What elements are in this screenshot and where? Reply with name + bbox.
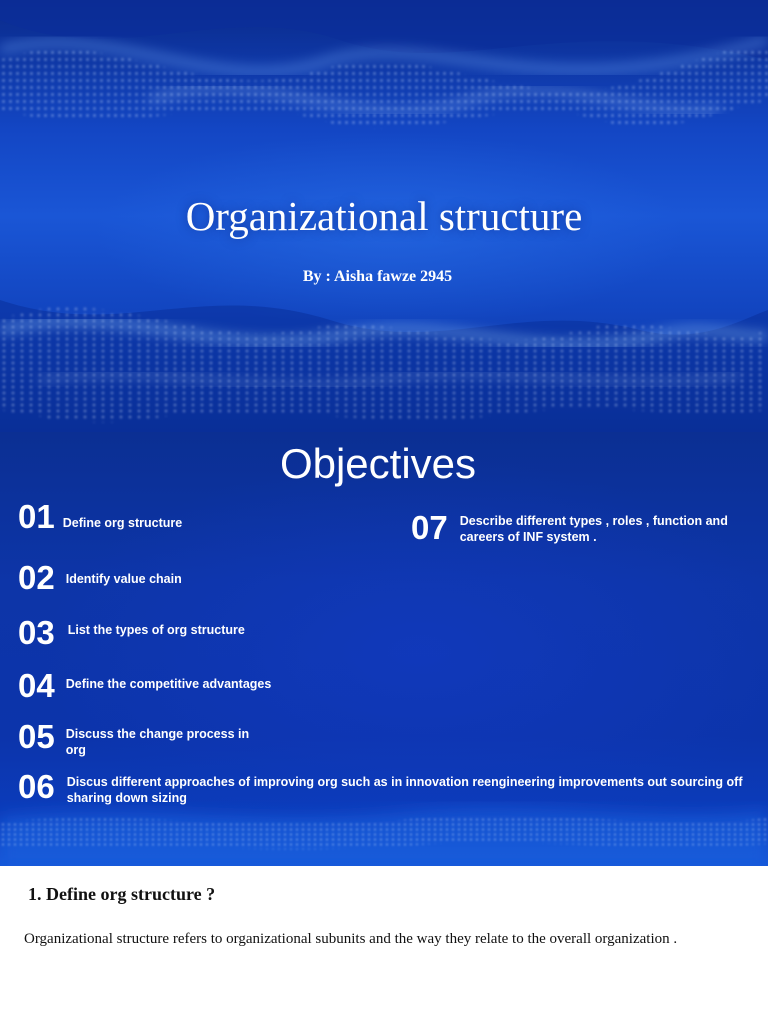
objective-item-03 bbox=[18, 616, 368, 650]
objective-number: 04 bbox=[18, 667, 55, 704]
presentation-title: Organizational structure bbox=[185, 193, 583, 239]
objective-number: 01 bbox=[18, 498, 55, 535]
objective-text: Discus different approaches of improving org such as in innovation reengineering improvements out sourcing off sharing down sizing bbox=[66, 775, 743, 805]
objective-text: Describe different types , roles , function and careers of INF system . bbox=[459, 514, 728, 544]
objective-item-04 bbox=[18, 669, 366, 703]
objective-text: Define the competitive advantages bbox=[65, 677, 272, 691]
objective-text: List the types of org structure bbox=[67, 623, 245, 637]
objective-text: Define org structure bbox=[62, 516, 183, 530]
objective-text: Identify value chain bbox=[65, 572, 182, 586]
objective-text: Discuss the change process in org bbox=[65, 727, 250, 757]
objective-number: 03 bbox=[18, 614, 55, 651]
objective-item-07 bbox=[411, 511, 750, 545]
title-slide bbox=[0, 0, 768, 432]
objective-item-02 bbox=[18, 561, 366, 595]
section-heading: 1. Define org structure ? bbox=[28, 884, 216, 904]
objective-number: 06 bbox=[18, 768, 55, 805]
section-body-text: Organizational structure refers to organizational subunits and the way they relate to the overall organization . bbox=[24, 931, 678, 947]
objective-number: 02 bbox=[18, 559, 55, 596]
objective-item-05 bbox=[18, 720, 266, 758]
objectives-slide bbox=[0, 432, 768, 866]
objectives-title: Objectives bbox=[279, 440, 477, 487]
objective-item-06 bbox=[18, 770, 747, 806]
objective-number: 05 bbox=[18, 718, 55, 755]
objective-number: 07 bbox=[411, 509, 448, 546]
presentation-author: By : Aisha fawze 2945 bbox=[302, 268, 453, 285]
objective-item-01 bbox=[18, 500, 363, 534]
